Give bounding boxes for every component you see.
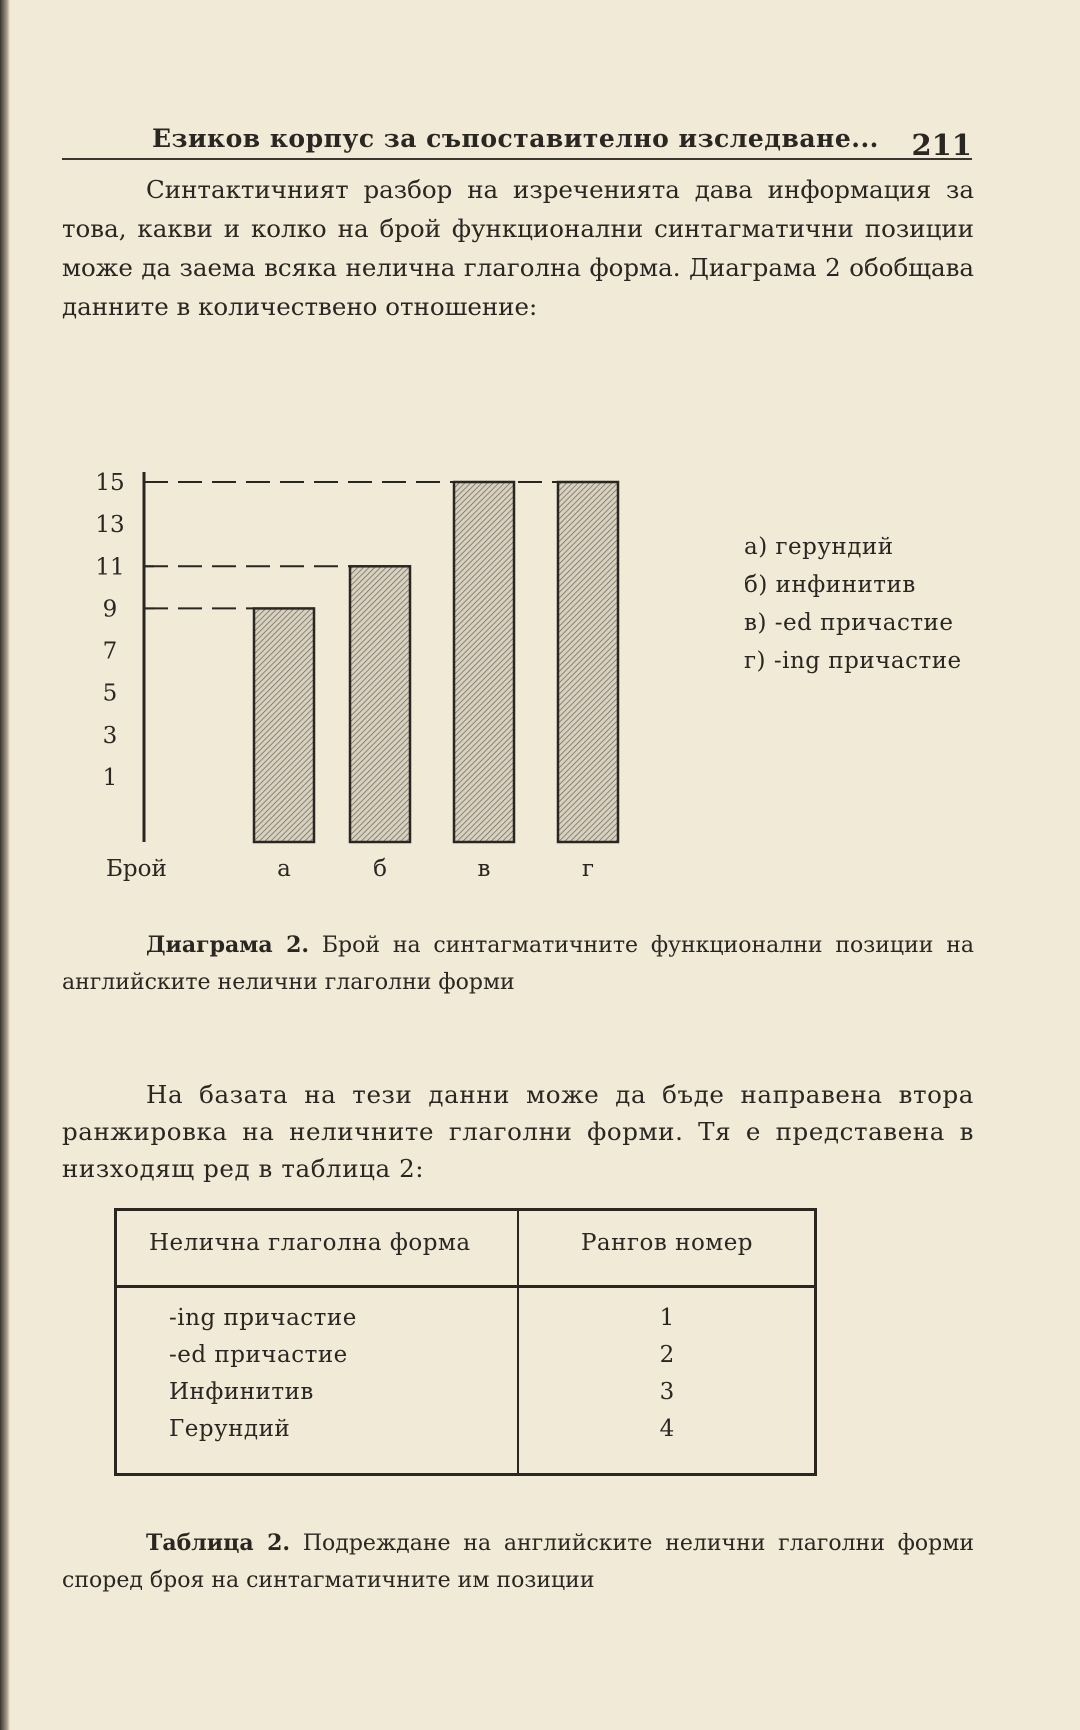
x-tick-label: а	[277, 856, 291, 882]
x-axis-label: Брой	[106, 856, 167, 882]
paragraph-2: На базата на тези данни може да бъде направена втора ранжировка на неличните глаголни форми. Тя е представена в низходящ ред в таблица 2:	[62, 1080, 974, 1183]
table-caption-text: Подреждане на английските нелични глаголни форми според броя на синтагматичните им позиции	[62, 1531, 974, 1593]
table-row-form: -ing причастие	[169, 1305, 357, 1331]
x-tick-label: б	[373, 856, 387, 882]
table-row-rank: 4	[659, 1416, 675, 1442]
table-row-rank: 2	[659, 1342, 675, 1368]
table-header-divider	[117, 1285, 814, 1288]
chart-legend	[744, 528, 962, 680]
table-row-form: -ed причастие	[169, 1342, 348, 1368]
legend-item-b: б) инфинитив	[744, 572, 916, 598]
y-tick-label: 3	[102, 722, 118, 749]
table-row-form: Герундий	[169, 1416, 291, 1442]
diagram-caption-label: Диаграма 2.	[146, 932, 310, 958]
diagram-caption-text: Брой на синтагматичните функционални позиции на английските нелични глаголни форми	[62, 933, 974, 995]
running-head	[62, 120, 972, 160]
bar-3	[454, 482, 514, 842]
y-tick-label: 13	[95, 512, 125, 539]
table-caption	[62, 1525, 974, 1599]
y-tick-label: 15	[95, 470, 125, 496]
y-tick-label: 5	[102, 680, 118, 707]
x-labels	[277, 856, 594, 882]
x-tick-label: г	[581, 856, 595, 882]
ranking-table	[114, 1208, 817, 1476]
table-row-form: Инфинитив	[169, 1379, 314, 1405]
bar-2	[350, 566, 410, 842]
bar-1	[254, 608, 314, 842]
x-tick-label: в	[477, 856, 491, 882]
y-tick-label: 1	[102, 765, 118, 791]
book-spine-shadow	[0, 0, 10, 1730]
table-header-rank: Рангов номер	[580, 1230, 754, 1256]
paragraph-1: Синтактичният разбор на изреченията дава информация за това, какви и колко на брой функционални синтагматични позиции може да заема всяка нелична глаголна форма. Диаграма 2 обобщава данните в количествено отношение:	[62, 175, 974, 321]
legend-item-d: г) -ing причастие	[744, 648, 962, 674]
bars-group	[254, 482, 618, 842]
page-number: 211	[911, 128, 972, 162]
legend-item-a: а) герундий	[744, 534, 894, 560]
bar-chart	[90, 450, 650, 895]
running-head-title: Езиков корпус за съпоставително изследване...	[152, 124, 879, 153]
table-row-rank: 1	[659, 1305, 675, 1331]
diagram-caption	[62, 927, 974, 1001]
legend-item-c: в) -ed причастие	[744, 610, 954, 636]
table-row-rank: 3	[659, 1379, 675, 1405]
table-header-form: Нелична глаголна форма	[149, 1230, 471, 1256]
y-tick-label: 7	[102, 638, 118, 665]
table-caption-label: Таблица 2.	[146, 1530, 291, 1556]
bar-4	[558, 482, 618, 842]
y-tick-label: 9	[102, 596, 118, 623]
y-tick-label: 11	[95, 554, 125, 581]
